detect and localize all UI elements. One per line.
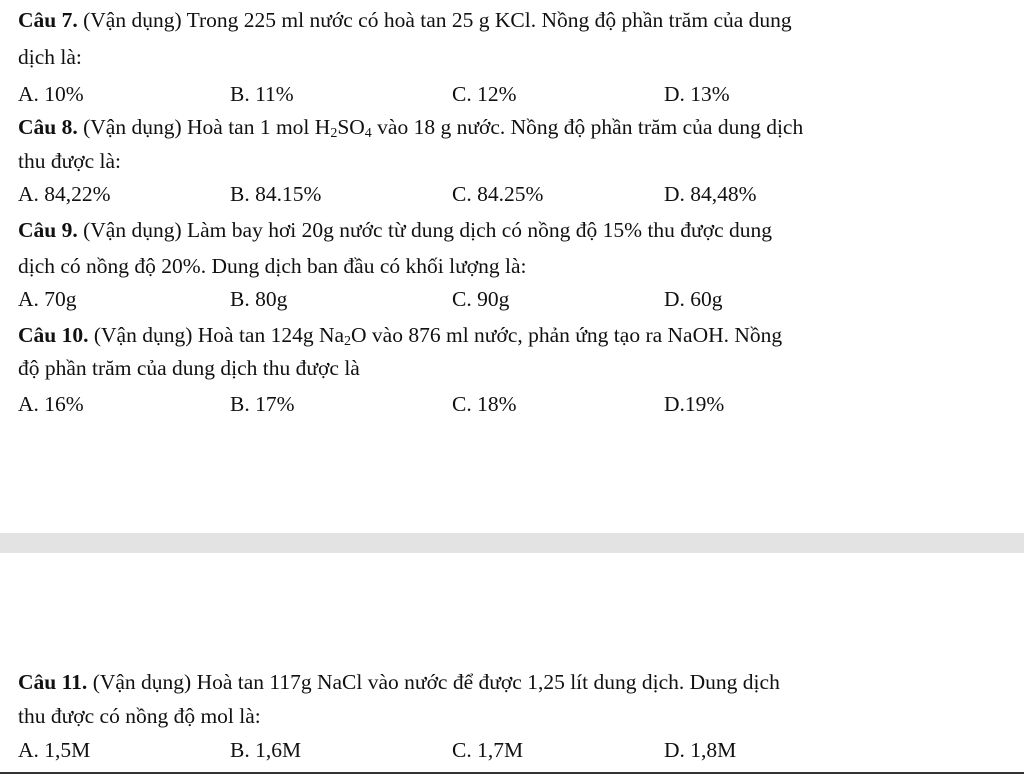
question-10-subscript-1: 2 — [344, 334, 352, 349]
question-11-line-2: thu được có nồng độ mol là: — [18, 704, 261, 728]
question-10-line-2: độ phần trăm của dung dịch thu được là — [18, 356, 360, 380]
question-10-text-1b: O vào 876 ml nước, phản ứng tạo ra NaOH. Nồng — [351, 323, 783, 347]
question-9-option-b[interactable]: B. 80g — [230, 287, 288, 311]
question-9-option-d[interactable]: D. 60g — [664, 287, 723, 311]
question-8-subscript-2: 4 — [364, 126, 372, 141]
question-10-option-c[interactable]: C. 18% — [452, 392, 517, 416]
question-11-text-1: (Vận dụng) Hoà tan 117g NaCl vào nước để được 1,25 lít dung dịch. Dung dịch — [87, 670, 780, 694]
question-7-line-2: dịch là: — [18, 45, 82, 69]
question-8-option-d[interactable]: D. 84,48% — [664, 182, 757, 206]
question-11-option-b[interactable]: B. 1,6M — [230, 738, 302, 762]
question-8-line-1 — [18, 114, 803, 147]
question-8-text-1a: (Vận dụng) Hoà tan 1 mol H — [77, 115, 331, 139]
bottom-rule — [0, 772, 1024, 774]
question-9-number: Câu 9. — [18, 218, 78, 242]
question-10-option-a[interactable]: A. 16% — [18, 392, 84, 416]
question-7-option-b[interactable]: B. 11% — [230, 82, 294, 106]
question-9-option-c[interactable]: C. 90g — [452, 287, 510, 311]
question-9-line-2: dịch có nồng độ 20%. Dung dịch ban đầu có khối lượng là: — [18, 254, 527, 278]
question-7-option-d[interactable]: D. 13% — [664, 82, 730, 106]
question-10-option-b[interactable]: B. 17% — [230, 392, 295, 416]
question-7-text-1: (Vận dụng) Trong 225 ml nước có hoà tan 25 g KCl. Nồng độ phần trăm của dung — [77, 8, 792, 32]
question-7-option-c[interactable]: C. 12% — [452, 82, 517, 106]
question-11-line-1 — [18, 669, 780, 695]
question-8-number: Câu 8. — [18, 115, 78, 139]
question-8-text-1b: SO — [337, 115, 365, 139]
question-10-number: Câu 10. — [18, 323, 89, 347]
question-7-option-a[interactable]: A. 10% — [18, 82, 84, 106]
question-9-option-a[interactable]: A. 70g — [18, 287, 77, 311]
question-11-option-d[interactable]: D. 1,8M — [664, 738, 737, 762]
question-10-text-1a: (Vận dụng) Hoà tan 124g Na — [88, 323, 345, 347]
question-8-option-b[interactable]: B. 84.15% — [230, 182, 322, 206]
question-9-line-1 — [18, 217, 772, 243]
page-separator — [0, 533, 1024, 553]
question-10-line-1 — [18, 322, 782, 355]
question-9-text-1: (Vận dụng) Làm bay hơi 20g nước từ dung dịch có nồng độ 15% thu được dung — [77, 218, 772, 242]
question-7-line-1 — [18, 7, 792, 33]
question-8-line-2: thu được là: — [18, 149, 122, 173]
question-8-text-1c: vào 18 g nước. Nồng độ phần trăm của dung dịch — [371, 115, 804, 139]
question-11-number: Câu 11. — [18, 670, 88, 694]
question-11-option-a[interactable]: A. 1,5M — [18, 738, 91, 762]
question-8-option-a[interactable]: A. 84,22% — [18, 182, 111, 206]
question-11-option-c[interactable]: C. 1,7M — [452, 738, 524, 762]
question-7-number: Câu 7. — [18, 8, 78, 32]
question-8-subscript-1: 2 — [330, 126, 338, 141]
question-8-option-c[interactable]: C. 84.25% — [452, 182, 544, 206]
question-10-option-d[interactable]: D.19% — [664, 392, 725, 416]
